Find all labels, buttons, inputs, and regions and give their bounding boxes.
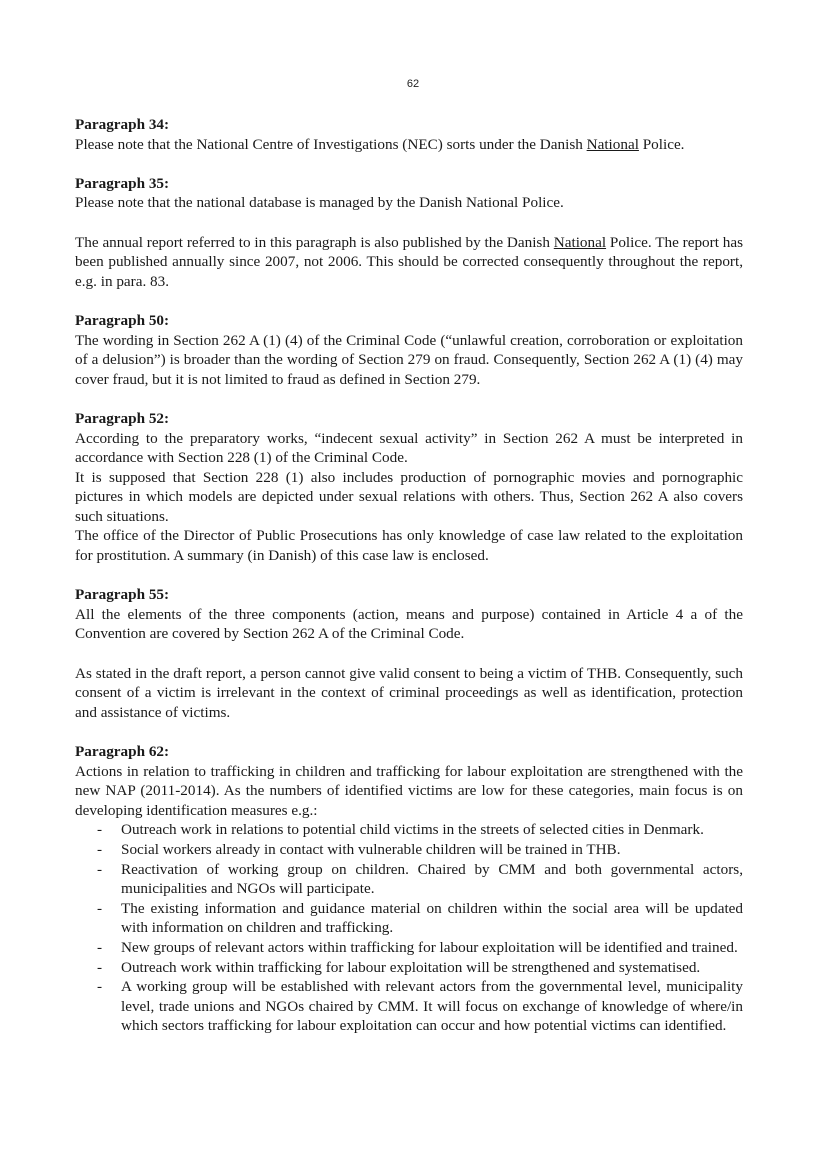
list-item-text: Social workers already in contact with vulnerable children will be trained in THB. [121, 840, 621, 858]
section-annual-report [75, 233, 743, 292]
section-heading: Paragraph 35: [75, 174, 170, 192]
section-heading: Paragraph 52: [75, 409, 170, 427]
section-text: As stated in the draft report, a person cannot give valid consent to being a victim of THB. Consequently, such consent of a victim is irrelevant in the context of criminal proceedings as well as identification, protection and assistance of victims. [75, 664, 743, 721]
section-paragraph-34 [75, 115, 743, 154]
dash-marker: - [97, 978, 103, 996]
list-item-text: Reactivation of working group on children. Chaired by CMM and both governmental actors, municipalities and NGOs will participate. [121, 860, 743, 898]
section-paragraph-35 [75, 174, 743, 213]
text-run: The annual report referred to in this paragraph is also published by the Danish [75, 233, 554, 251]
list-item [75, 958, 743, 978]
list-item [75, 977, 743, 1036]
page-number: 62 [406, 78, 420, 90]
section-text: The office of the Director of Public Prosecutions has only knowledge of case law related to the exploitation for prostitution. A summary (in Danish) of this case law is enclosed. [75, 527, 743, 565]
underlined-text: National [586, 135, 639, 153]
section-text [75, 233, 743, 292]
list-item [75, 860, 743, 899]
section-heading: Paragraph 34: [75, 116, 170, 133]
dash-marker: - [97, 860, 103, 878]
list-item-text: A working group will be established with relevant actors from the governmental level, municipality level, trade unions and NGOs chaired by CMM. It will focus on exchange of knowledge of where/in which sectors trafficking for labour exploitation can occur and how potential victims can identified. [121, 978, 743, 1035]
section-paragraph-52 [75, 409, 743, 566]
text-run: Police. [638, 135, 685, 153]
list-item [75, 840, 743, 860]
list-item-text: Outreach work in relations to potential child victims in the streets of selected cities in Denmark. [121, 821, 704, 839]
list-item [75, 938, 743, 958]
section-paragraph-50 [75, 311, 743, 389]
text-run: Police. The report has been published annually since 2007, not 2006. This should be corrected consequently throughout the report, e.g. in para. 83. [75, 233, 743, 290]
section-text: It is supposed that Section 228 (1) also includes production of pornographic movies and pornographic pictures in which models are depicted under sexual relations with others. Thus, Section 262 A also covers such situations. [75, 468, 743, 525]
dash-marker: - [97, 821, 103, 839]
section-paragraph-62 [75, 742, 743, 1036]
section-text [75, 135, 743, 155]
section-text: Actions in relation to trafficking in children and trafficking for labour exploitation are strengthened with the new NAP (2011-2014). As the numbers of identified victims are low for these categories, main focus is on developing identification measures e.g.: [75, 762, 743, 819]
section-text: Please note that the national database is managed by the Danish National Police. [75, 194, 564, 212]
underlined-text: National [553, 233, 607, 251]
section-paragraph-55 [75, 585, 743, 644]
section-text: According to the preparatory works, “indecent sexual activity” in Section 262 A must be interpreted in accordance with Section 228 (1) of the Criminal Code. [75, 429, 743, 467]
dash-marker: - [97, 840, 103, 858]
section-heading: Paragraph 62: [75, 743, 170, 760]
list-item-text: New groups of relevant actors within trafficking for labour exploitation will be identified and trained. [121, 938, 738, 956]
list-item-text: Outreach work within trafficking for labour exploitation will be strengthened and systematised. [121, 958, 701, 976]
dash-marker: - [97, 938, 103, 956]
section-text: All the elements of the three components (action, means and purpose) contained in Article 4 a of the Convention are covered by Section 262 A of the Criminal Code. [75, 605, 743, 643]
list-item-text: The existing information and guidance material on children within the social area will be updated with information on children and trafficking. [121, 899, 743, 937]
section-consent [75, 664, 743, 723]
measures-list [75, 820, 743, 1036]
section-heading: Paragraph 55: [75, 586, 170, 604]
dash-marker: - [97, 958, 103, 976]
section-heading: Paragraph 50: [75, 311, 170, 329]
document-body [75, 115, 743, 1056]
list-item [75, 899, 743, 938]
text-run: Please note that the National Centre of Investigations (NEC) sorts under the Danish [75, 135, 587, 153]
list-item [75, 820, 743, 840]
section-text: The wording in Section 262 A (1) (4) of the Criminal Code (“unlawful creation, corroboration or exploitation of a delusion”) is broader than the wording of Section 279 on fraud. Consequently, Section 262 A (1) (4) may cover fraud, but it is not limited to fraud as defined in Section 279. [75, 331, 743, 388]
dash-marker: - [97, 899, 103, 917]
